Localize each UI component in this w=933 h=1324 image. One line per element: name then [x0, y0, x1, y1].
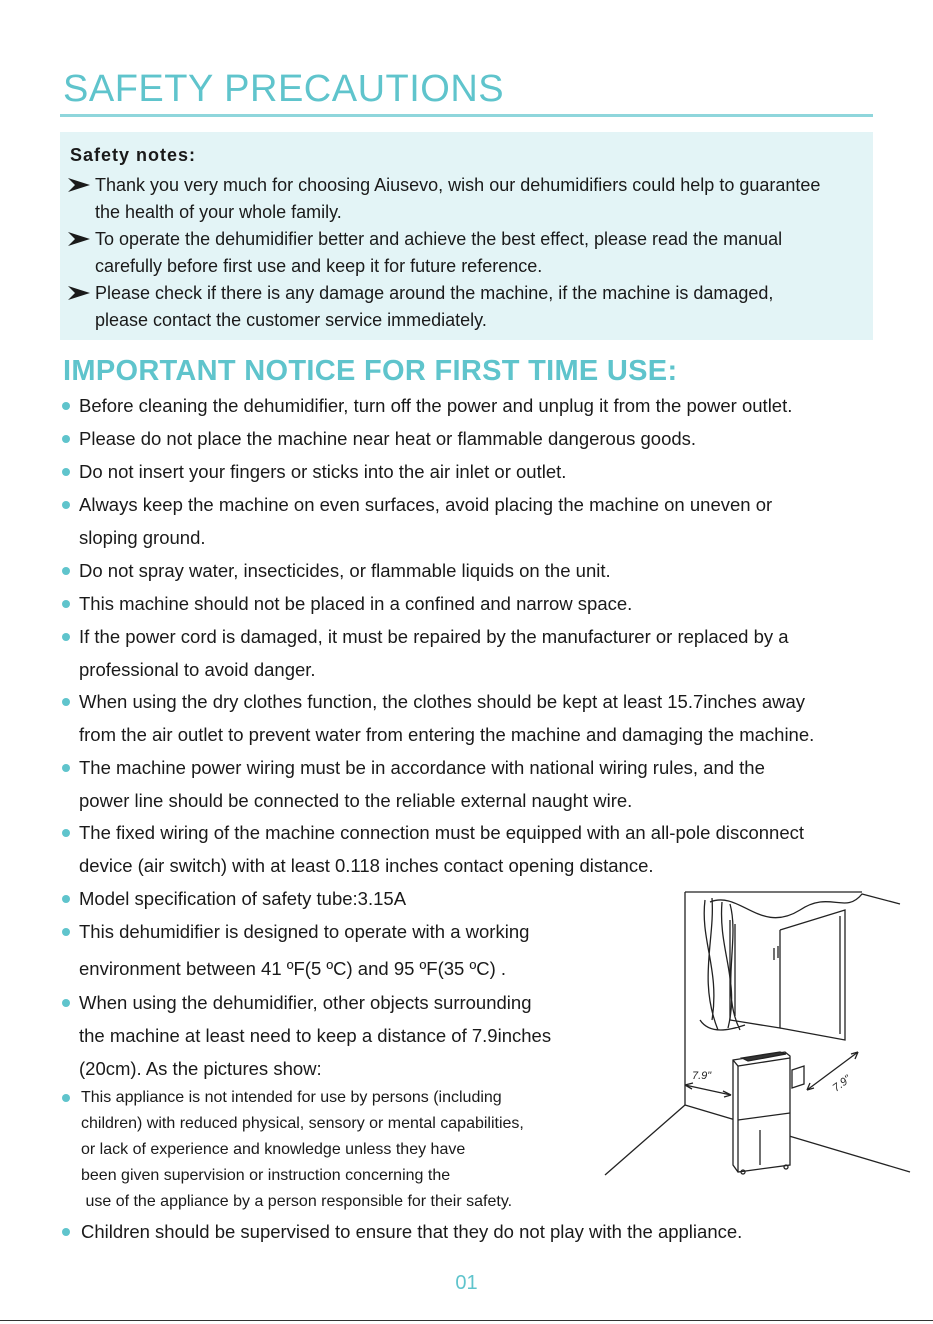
bullet-dot-icon — [62, 895, 70, 903]
arrow-bullet-icon — [68, 280, 94, 300]
notice-item-line: Always keep the machine on even surfaces, avoid placing the machine on uneven or — [79, 494, 773, 515]
notice-item-line: This appliance is not intended for use by persons (including — [81, 1089, 502, 1106]
notice-item-line: Do not spray water, insecticides, or flammable liquids on the unit. — [79, 560, 611, 581]
safety-note-line: please contact the customer service immediately. — [95, 310, 487, 330]
notice-item-line: (20cm). As the pictures show: — [79, 1058, 322, 1079]
notice-item-line: This dehumidifier is designed to operate with a working — [79, 921, 530, 942]
bullet-dot-icon — [62, 600, 70, 608]
bullet-dot-icon — [62, 698, 70, 706]
safety-notes-box — [60, 132, 873, 340]
notice-item-line: environment between 41 ºF(5 ºC) and 95 ºF(35 ºC) . — [79, 958, 507, 979]
notice-item-line: If the power cord is damaged, it must be repaired by the manufacturer or replaced by a — [79, 626, 789, 647]
notice-item-line: sloping ground. — [79, 527, 206, 548]
arrow-bullet-icon — [68, 226, 94, 246]
window-right-frame — [780, 910, 845, 1040]
bullet-dot-icon — [62, 928, 70, 936]
page-number: 01 — [455, 1272, 478, 1294]
safety-note-line: To operate the dehumidifier better and achieve the best effect, please read the manual — [95, 229, 783, 249]
notice-item-line: from the air outlet to prevent water from entering the machine and damaging the machine. — [79, 724, 815, 745]
notice-item — [62, 554, 611, 587]
bullet-dot-icon — [62, 567, 70, 575]
notice-item — [62, 685, 814, 751]
notice-item — [62, 389, 792, 422]
safety-note-line: Thank you very much for choosing Aiusevo, wish our dehumidifiers could help to guarantee — [95, 175, 821, 195]
notice-item-line: power line should be connected to the reliable external naught wire. — [79, 790, 633, 811]
notice-item — [62, 816, 804, 882]
window-left-frame — [730, 920, 780, 1028]
notice-item — [62, 620, 789, 686]
bottom-divider — [0, 1320, 933, 1321]
notice-item-line: Before cleaning the dehumidifier, turn off the power and unplug it from the power outlet. — [79, 395, 793, 416]
notice-item-line: device (air switch) with at least 0.118 inches contact opening distance. — [79, 855, 654, 876]
page-title: SAFETY PRECAUTIONS — [63, 68, 505, 110]
notice-item-line: Model specification of safety tube:3.15A — [79, 888, 407, 909]
notice-item-line: When using the dry clothes function, the clothes should be kept at least 15.7inches away — [79, 691, 806, 712]
safety-note-line: Please check if there is any damage around the machine, if the machine is damaged, — [95, 283, 774, 303]
safety-note-line: carefully before first use and keep it for future reference. — [95, 256, 543, 276]
safety-note — [68, 280, 868, 334]
notice-item — [62, 1215, 742, 1248]
floor-left-line — [605, 1105, 685, 1175]
notice-item — [62, 455, 566, 488]
dehumidifier-body — [733, 1052, 790, 1172]
safety-note — [68, 172, 868, 226]
notice-item-line: This machine should not be placed in a confined and narrow space. — [79, 593, 633, 614]
notice-item — [62, 488, 772, 554]
title-underline — [60, 114, 873, 117]
notice-item-small — [62, 1085, 524, 1215]
bullet-dot-icon — [62, 829, 70, 837]
clearance-right-label: 7.9" — [830, 1073, 854, 1095]
bullet-dot-icon — [62, 468, 70, 476]
notice-heading: IMPORTANT NOTICE FOR FIRST TIME USE: — [63, 355, 678, 387]
floor-right-line — [685, 1105, 910, 1172]
notice-item — [62, 915, 529, 985]
notice-item — [62, 751, 765, 817]
notice-item-line: been given supervision or instruction concerning the — [81, 1167, 451, 1184]
dehumidifier-clearance-illustration — [600, 880, 915, 1180]
clearance-left-label: 7.9" — [692, 1070, 712, 1082]
notice-item-line: The fixed wiring of the machine connection must be equipped with an all-pole disconnect — [79, 822, 805, 843]
arrow-bullet-icon — [68, 172, 94, 192]
notice-item-line: When using the dehumidifier, other objects surrounding — [79, 992, 532, 1013]
bullet-dot-icon — [62, 1228, 70, 1236]
notice-item-line: professional to avoid danger. — [79, 659, 316, 680]
bullet-dot-icon — [62, 402, 70, 410]
safety-note-line: the health of your whole family. — [95, 202, 342, 222]
notice-item-line: children) with reduced physical, sensory or mental capabilities, — [81, 1115, 524, 1132]
notice-item-line: or lack of experience and knowledge unless they have — [81, 1141, 466, 1158]
notice-item-line: the machine at least need to keep a distance of 7.9inches — [79, 1025, 552, 1046]
notice-item-line: use of the appliance by a person responsible for their safety. — [81, 1193, 513, 1210]
notice-item — [62, 422, 696, 455]
notice-item — [62, 986, 551, 1085]
bullet-dot-icon — [62, 501, 70, 509]
bullet-dot-icon — [62, 1094, 70, 1102]
notice-item — [62, 882, 406, 915]
notice-item — [62, 587, 632, 620]
notice-item-line: Do not insert your fingers or sticks into the air inlet or outlet. — [79, 461, 567, 482]
notice-item-line: Children should be supervised to ensure that they do not play with the appliance. — [81, 1221, 743, 1242]
bullet-dot-icon — [62, 435, 70, 443]
notice-item-line: Please do not place the machine near heat or flammable dangerous goods. — [79, 428, 697, 449]
bullet-dot-icon — [62, 633, 70, 641]
safety-notes-heading: Safety notes: — [70, 145, 197, 165]
bullet-dot-icon — [62, 764, 70, 772]
clearance-left-arrow — [685, 1085, 731, 1095]
safety-note — [68, 226, 868, 280]
notice-item-line: The machine power wiring must be in accordance with national wiring rules, and the — [79, 757, 765, 778]
bullet-dot-icon — [62, 999, 70, 1007]
